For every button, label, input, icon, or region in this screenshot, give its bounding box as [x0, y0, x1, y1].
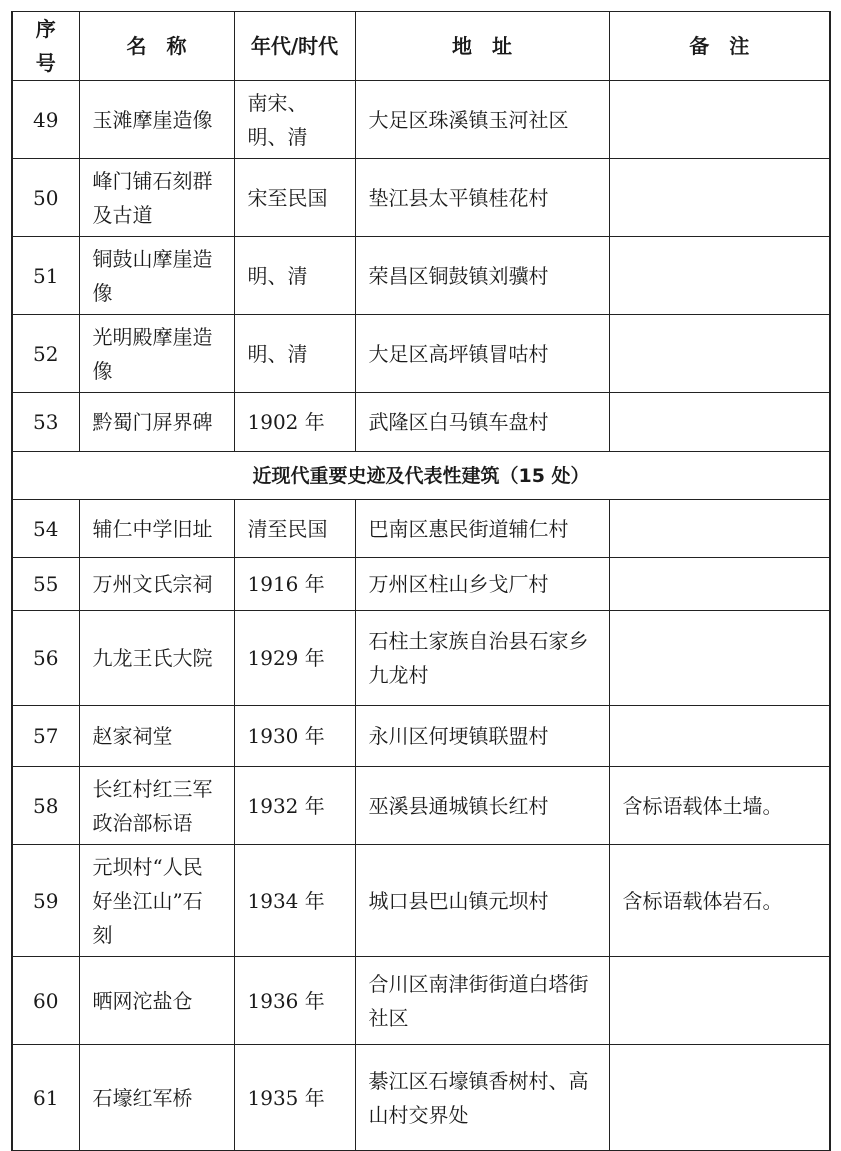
header-address: 地 址	[355, 12, 609, 81]
header-name: 名 称	[79, 12, 234, 81]
row-name: 黔蜀门屏界碑	[79, 393, 234, 452]
row-name: 九龙王氏大院	[79, 611, 234, 706]
row-era: 1934 年	[234, 845, 355, 957]
row-num: 56	[12, 611, 79, 706]
row-address: 合川区南津街街道白塔街社区	[355, 957, 609, 1045]
row-era: 1916 年	[234, 558, 355, 611]
row-num: 59	[12, 845, 79, 957]
row-num: 60	[12, 957, 79, 1045]
row-note	[609, 500, 830, 558]
row-address: 綦江区石壕镇香树村、高山村交界处	[355, 1045, 609, 1151]
row-note	[609, 81, 830, 159]
row-note	[609, 237, 830, 315]
row-name: 元坝村“人民好坐江山”石刻	[79, 845, 234, 957]
row-address: 垫江县太平镇桂花村	[355, 159, 609, 237]
row-name: 万州文氏宗祠	[79, 558, 234, 611]
header-note: 备 注	[609, 12, 830, 81]
row-name: 赵家祠堂	[79, 706, 234, 767]
row-num: 54	[12, 500, 79, 558]
row-name: 峰门铺石刻群及古道	[79, 159, 234, 237]
row-era: 1936 年	[234, 957, 355, 1045]
row-num: 53	[12, 393, 79, 452]
table-row	[12, 393, 830, 452]
row-note	[609, 1045, 830, 1151]
row-name: 长红村红三军政治部标语	[79, 767, 234, 845]
row-era: 1930 年	[234, 706, 355, 767]
row-address: 荣昌区铜鼓镇刘骥村	[355, 237, 609, 315]
row-num: 52	[12, 315, 79, 393]
row-note: 含标语载体岩石。	[609, 845, 830, 957]
row-address: 永川区何埂镇联盟村	[355, 706, 609, 767]
row-era: 明、清	[234, 315, 355, 393]
table-row	[12, 500, 830, 558]
table-row	[12, 706, 830, 767]
row-num: 57	[12, 706, 79, 767]
row-note	[609, 393, 830, 452]
table-row	[12, 957, 830, 1045]
table-row	[12, 237, 830, 315]
table-row	[12, 1045, 830, 1151]
row-name: 光明殿摩崖造像	[79, 315, 234, 393]
row-note	[609, 706, 830, 767]
row-num: 50	[12, 159, 79, 237]
table-row	[12, 315, 830, 393]
row-era: 清至民国	[234, 500, 355, 558]
section-title: 近现代重要史迹及代表性建筑（15 处）	[12, 452, 830, 500]
row-era: 宋至民国	[234, 159, 355, 237]
row-note	[609, 611, 830, 706]
row-era: 1929 年	[234, 611, 355, 706]
row-num: 58	[12, 767, 79, 845]
row-note	[609, 558, 830, 611]
row-address: 巴南区惠民街道辅仁村	[355, 500, 609, 558]
row-address: 万州区柱山乡戈厂村	[355, 558, 609, 611]
table-row	[12, 558, 830, 611]
section-row	[12, 452, 830, 500]
row-note	[609, 159, 830, 237]
row-address: 巫溪县通城镇长红村	[355, 767, 609, 845]
row-num: 55	[12, 558, 79, 611]
row-note: 含标语载体土墙。	[609, 767, 830, 845]
row-num: 51	[12, 237, 79, 315]
header-era: 年代/时代	[234, 12, 355, 81]
row-era: 1932 年	[234, 767, 355, 845]
heritage-table	[11, 11, 831, 1151]
header-num: 序号	[12, 12, 79, 81]
header-row	[12, 12, 830, 81]
row-name: 石壕红军桥	[79, 1045, 234, 1151]
row-name: 铜鼓山摩崖造像	[79, 237, 234, 315]
row-note	[609, 957, 830, 1045]
row-name: 晒网沱盐仓	[79, 957, 234, 1045]
table-row	[12, 81, 830, 159]
table-row	[12, 159, 830, 237]
row-address: 大足区珠溪镇玉河社区	[355, 81, 609, 159]
table-row	[12, 611, 830, 706]
row-note	[609, 315, 830, 393]
row-era: 南宋、明、清	[234, 81, 355, 159]
row-era: 1935 年	[234, 1045, 355, 1151]
row-era: 1902 年	[234, 393, 355, 452]
row-name: 玉滩摩崖造像	[79, 81, 234, 159]
row-name: 辅仁中学旧址	[79, 500, 234, 558]
row-era: 明、清	[234, 237, 355, 315]
row-address: 城口县巴山镇元坝村	[355, 845, 609, 957]
row-address: 大足区高坪镇冒咕村	[355, 315, 609, 393]
row-address: 武隆区白马镇车盘村	[355, 393, 609, 452]
row-address: 石柱土家族自治县石家乡九龙村	[355, 611, 609, 706]
row-num: 49	[12, 81, 79, 159]
table-row	[12, 845, 830, 957]
row-num: 61	[12, 1045, 79, 1151]
table-row	[12, 767, 830, 845]
